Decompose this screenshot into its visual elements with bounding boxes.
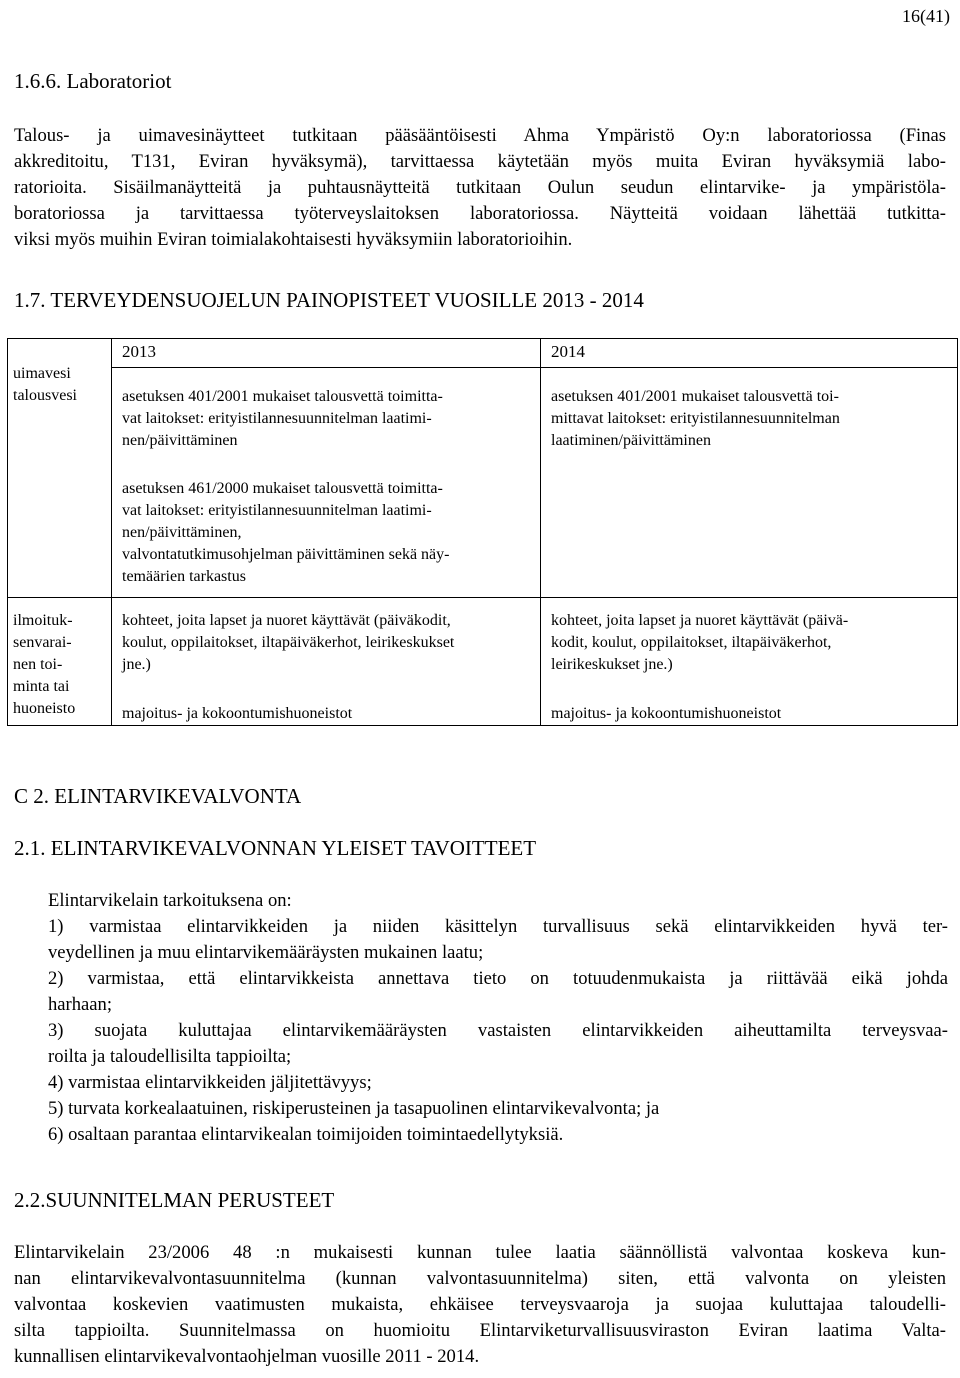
text-line: Talous- ja uimavesinäytteet tutkitaan pääsääntöisesti Ahma Ympäristö Oy:n laboratoriossa (Finas (14, 125, 946, 146)
label-line: minta tai (13, 678, 70, 695)
cell-line: asetuksen 461/2000 mukaiset talousvettä toimitta- (122, 480, 443, 497)
cell-2013-premises-b: majoitus- ja kokoontumishuoneistot (122, 705, 353, 722)
list-item: 2) varmistaa, että elintarvikkeista annettava tieto on totuudenmukaista ja riittävää eikä johda (48, 968, 948, 989)
cell-2013-water-b (122, 478, 449, 588)
cell-line: asetuksen 401/2001 mukaiset talousvettä toi- (551, 388, 839, 405)
paragraph-laboratoriot (14, 123, 946, 253)
label-line: huoneisto (13, 700, 76, 717)
section-heading-tavoitteet: 2.1. ELINTARVIKEVALVONNAN YLEISET TAVOITTEET (14, 836, 537, 860)
list-item-continuation: roilta ja taloudellisilta tappioilta; (48, 1046, 292, 1067)
label-line: nen toi- (13, 656, 63, 673)
list-item: 6) osaltaan parantaa elintarvikealan toimijoiden toimintaedellytyksiä. (48, 1124, 564, 1145)
section-heading-elintarvikevalvonta: C 2. ELINTARVIKEVALVONTA (14, 784, 302, 808)
cell-line: valvontatutkimusohjelman päivittäminen sekä näy- (122, 546, 450, 563)
list-item-continuation: harhaan; (48, 994, 113, 1015)
section-heading-laboratoriot: 1.6.6. Laboratoriot (14, 69, 172, 93)
section-heading-painopisteet: 1.7. TERVEYDENSUOJELUN PAINOPISTEET VUOSILLE 2013 - 2014 (14, 288, 644, 312)
cell-line: nen/päivittäminen (122, 432, 238, 449)
text-line: akkreditoitu, T131, Eviran hyväksymä), tarvittaessa käytetään myös muita Eviran hyväksymiä labo- (14, 151, 946, 172)
row-label-water (13, 363, 77, 407)
text-line: nan elintarvikevalvontasuunnitelma (kunnan valvontasuunnitelma) siten, että valvonta on yleisten (14, 1268, 946, 1289)
cell-line: vat laitokset: erityistilannesuunnitelman laatimi- (122, 410, 432, 427)
cell-line: jne.) (122, 656, 151, 673)
table-column-divider (111, 339, 112, 725)
text-line: Elintarvikelain tarkoituksena on: (48, 890, 292, 911)
cell-line: kohteet, joita lapset ja nuoret käyttävät (päivä- (551, 612, 849, 629)
cell-2014-premises-b: majoitus- ja kokoontumishuoneistot (551, 705, 782, 722)
cell-line: temäärien tarkastus (122, 568, 246, 585)
cell-2013-premises-a (122, 610, 454, 676)
text-line: ratorioita. Sisäilmanäytteitä ja puhtausnäytteitä tutkitaan Oulun seudun elintarvike- ja ympäristöla- (14, 177, 946, 198)
table-row-divider (8, 597, 957, 598)
table-row-divider (111, 367, 957, 368)
label-line: senvarai- (13, 634, 72, 651)
page-number: 16(41) (902, 6, 950, 26)
text-line: valvontaa koskevien vaatimusten mukaista, ehkäisee terveysvaaroja ja suojaa kuluttajaa taloudelli- (14, 1294, 946, 1315)
text-line: viksi myös muihin Eviran toimialakohtaisesti hyväksymiin laboratorioihin. (14, 229, 573, 250)
text-line: silta tappioilta. Suunnitelmassa on huomioitu Elintarviketurvallisuusviraston Eviran laatima Valta- (14, 1320, 946, 1341)
cell-2014-water (551, 386, 840, 452)
header-year-2013: 2013 (122, 342, 156, 361)
cell-line: kohteet, joita lapset ja nuoret käyttävät (päiväkodit, (122, 612, 451, 629)
cell-line: laatiminen/päivittäminen (551, 432, 711, 449)
objectives-list (48, 914, 948, 1148)
cell-2013-water-a (122, 386, 443, 452)
section-heading-perusteet: 2.2.SUUNNITELMAN PERUSTEET (14, 1188, 335, 1212)
cell-line: koulut, oppilaitokset, iltapäiväkerhot, leirikeskukset (122, 634, 455, 651)
list-intro (48, 888, 948, 914)
label-line: ilmoituk- (13, 612, 73, 629)
cell-line: leirikeskukset jne.) (551, 656, 673, 673)
cell-line: mittavat laitokset: erityistilannesuunnitelman (551, 410, 840, 427)
priorities-table (7, 338, 958, 726)
list-item: 4) varmistaa elintarvikkeiden jäljitettävyys; (48, 1072, 372, 1093)
cell-line: vat laitokset: erityistilannesuunnitelman laatimi- (122, 502, 432, 519)
cell-line: nen/päivittäminen, (122, 524, 242, 541)
list-item: 5) turvata korkealaatuinen, riskiperusteinen ja tasapuolinen elintarvikevalvonta; ja (48, 1098, 660, 1119)
text-line: kunnallisen elintarvikevalvontaohjelman vuosille 2011 - 2014. (14, 1346, 480, 1367)
text-line: boratoriossa ja tarvittaessa työterveyslaitoksen laboratoriossa. Näytteitä voidaan lähettää tutkitta- (14, 203, 946, 224)
list-item: 1) varmistaa elintarvikkeiden ja niiden käsittelyn turvallisuus sekä elintarvikkeiden hyvä ter- (48, 916, 948, 937)
text-line: Elintarvikelain 23/2006 48 :n mukaisesti kunnan tulee laatia säännöllistä valvontaa koskeva kun- (14, 1242, 946, 1263)
cell-line: kodit, koulut, oppilaitokset, iltapäiväkerhot, (551, 634, 832, 651)
list-item-continuation: veydellinen ja muu elintarvikemääräysten mukainen laatu; (48, 942, 484, 963)
table-column-divider (540, 339, 541, 725)
cell-2014-premises-a (551, 610, 848, 676)
label-line: uimavesi (13, 365, 71, 382)
paragraph-perusteet (14, 1240, 946, 1370)
label-line: talousvesi (13, 387, 77, 404)
cell-line: asetuksen 401/2001 mukaiset talousvettä toimitta- (122, 388, 443, 405)
list-item: 3) suojata kuluttajaa elintarvikemääräysten vastaisten elintarvikkeiden aiheuttamilta terveysvaa- (48, 1020, 948, 1041)
row-label-premises (13, 610, 75, 720)
header-year-2014: 2014 (551, 342, 585, 361)
